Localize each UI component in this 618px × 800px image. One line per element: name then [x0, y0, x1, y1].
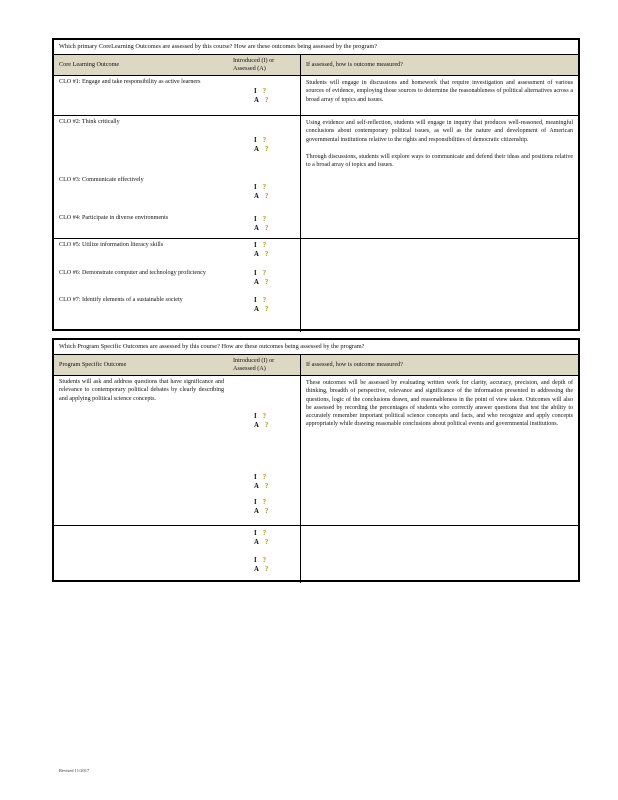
table-header	[54, 355, 578, 376]
ia-selector[interactable]: I ? A ?	[254, 529, 269, 546]
ia-selector[interactable]: I ? A ?	[254, 241, 269, 258]
ia-selector[interactable]: I ? A ?	[254, 269, 269, 286]
ia-selector[interactable]: I ? A ?	[254, 412, 269, 429]
outcome-clo-3: CLO #3: Communicate effectively	[59, 177, 144, 183]
table-row	[54, 239, 578, 332]
measure-cell	[300, 116, 578, 238]
measure-clo-1: Students will engage in discussions and homework that require investigation and assessment of various sources of evidence, employing those sources to determine the reasonableness of political alternatives across a broad array of topics and issues.	[300, 76, 578, 115]
revision-footer: Revised 11/2017	[59, 768, 90, 773]
outcome-clo-1: CLO #1: Engage and take responsibility as active learners	[59, 79, 201, 85]
table-row	[54, 76, 578, 116]
core-learning-outcomes-table	[52, 38, 580, 331]
header-introduced-assessed: Introduced (I) or Assessed (A)	[233, 57, 275, 72]
program-specific-outcomes-table	[52, 338, 580, 582]
measure-clo-3: Through discussions, students will explore ways to communicate and defend their ideas and positions relative to a broad array of topics and issues.	[306, 153, 573, 169]
measure-cell-empty	[300, 239, 578, 332]
program-measure: These outcomes will be assessed by evaluating written work for clarity, accuracy, precision, and depth of thinking, breadth of perspective, relevance and significance of the information presented in addressing the questions, logic of the conclusions drawn, and reasonableness in the point of view taken. Outcomes will also be assessed by recording the percentages of students who correctly answer questions that test the ability to accurately remember important political science concepts and facts, and who recognize and apply concepts appropriately while drawing reasonable conclusions about political events and governmental institutions.	[300, 376, 578, 525]
ia-selector[interactable]: I ? A ?	[254, 183, 269, 200]
ia-selector[interactable]: I ? A ?	[254, 136, 269, 153]
table-row	[54, 376, 578, 526]
ia-selector[interactable]: I ? A ?	[254, 296, 269, 313]
measure-clo-2: Using evidence and self-reflection, students will engage in inquiry that produces well-reasoned, meaningful conclusions about contemporary political issues, as well as the nature and development of American governmental institutions relative to the rights and responsibilities of democratic citizenship.	[306, 120, 573, 143]
table-header	[54, 55, 578, 76]
measure-cell-empty	[300, 526, 578, 583]
table-row	[54, 116, 578, 239]
header-outcome: Core Learning Outcome	[59, 61, 120, 68]
outcome-clo-6: CLO #6: Demonstrate computer and technology proficiency	[59, 270, 206, 276]
header-introduced-assessed: Introduced (I) or Assessed (A)	[233, 357, 275, 372]
outcome-clo-5: CLO #5: Utilize information literacy skills	[59, 242, 164, 248]
table-question: Which Program Specific Outcomes are assessed by this course? How are these outcomes being assessed by the program?	[54, 340, 578, 355]
outcome-clo-2: CLO #2: Think critically	[59, 119, 120, 125]
ia-selector[interactable]: I ? A ?	[254, 215, 269, 232]
outcome-clo-4: CLO #4: Participate in diverse environments	[59, 215, 169, 221]
header-measured: If assessed, how is outcome measured?	[300, 355, 578, 375]
outcome-clo-7: CLO #7: Identify elements of a sustainable society	[59, 297, 183, 303]
program-outcome: Students will ask and address questions that have significance and relevance to contemporary political debates by clearly describing and applying political science concepts.	[59, 379, 224, 402]
ia-selector[interactable]: I ? A ?	[254, 498, 269, 515]
table-row	[54, 526, 578, 583]
header-measured: If assessed, how is outcome measured?	[300, 55, 578, 75]
header-outcome: Program Specific Outcome	[59, 361, 127, 368]
ia-selector[interactable]: I ? A ?	[254, 473, 269, 490]
ia-selector[interactable]: I ? A ?	[254, 87, 269, 104]
table-question: Which primary CoreLearning Outcomes are assessed by this course? How are these outcomes being assessed by the program?	[54, 40, 578, 55]
ia-selector[interactable]: I ? A ?	[254, 556, 269, 573]
